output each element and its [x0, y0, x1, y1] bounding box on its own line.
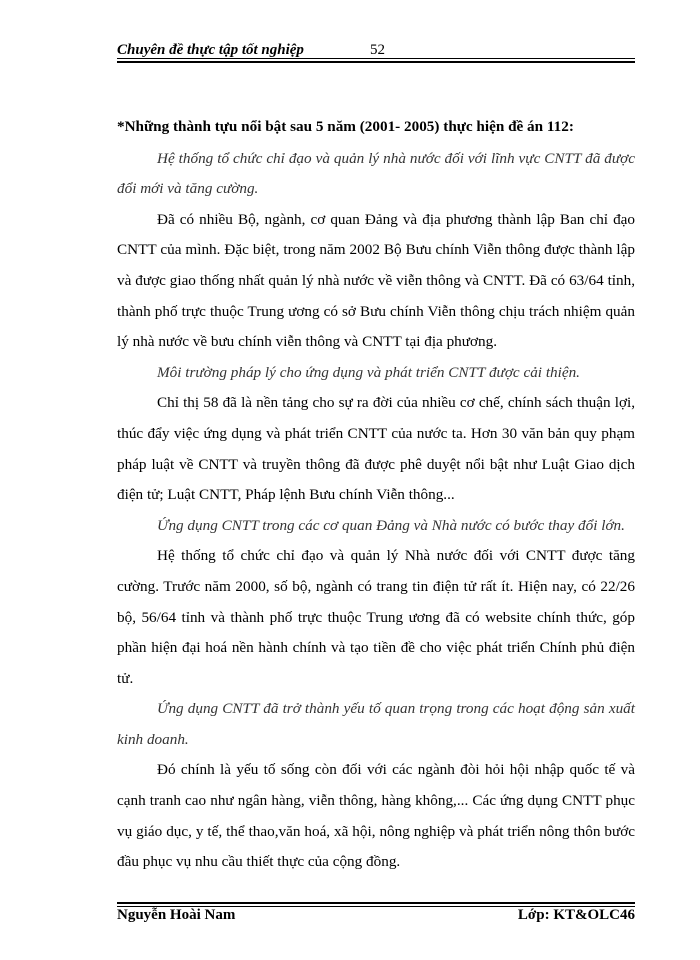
page-number: 52 [370, 42, 385, 58]
section-heading: *Những thành tựu nổi bật sau 5 năm (2001- 2005) thực hiện đề án 112: [117, 118, 574, 135]
subheading-business-it: Ứng dụng CNTT đã trở thành yếu tố quan trọng trong các hoạt động sản xuất kinh doanh. [117, 700, 635, 748]
header-rule-thin [117, 58, 635, 59]
class-label: Lớp: KT&OLC46 [517, 907, 635, 923]
subheading-legal-environment: Môi trường pháp lý cho ứng dụng và phát triển CNTT được cải thiện. [157, 363, 580, 381]
paragraph-directive-58: Chỉ thị 58 đã là nền tảng cho sự ra đời của nhiều cơ chế, chính sách thuận lợi, thúc đẩy việc ứng dụng và phát triển CNTT của nước ta. Hơn 30 văn bản quy phạm pháp luật về CNTT và truyền thông đã được phê duyệt nổi bật như Luật Giao dịch điện tử; Luật CNTT, Pháp lệnh Bưu chính Viễn thông... [117, 394, 635, 504]
document-body [117, 112, 635, 878]
page-header [117, 38, 635, 58]
subheading-government-it: Ứng dụng CNTT trong các cơ quan Đảng và Nhà nước có bước thay đổi lớn. [157, 516, 625, 534]
paragraph-websites: Hệ thống tổ chức chỉ đạo và quản lý Nhà nước đối với CNTT được tăng cường. Trước năm 2000, số bộ, ngành có trang tin điện tử rất ít. Hiện nay, có 22/26 bộ, 56/64 tỉnh và thành phố trực thuộc Trung ương đã có website chính thức, góp phần hiện đại hoá nền hành chính và tạo tiền đề cho việc phát triển Chính phủ điện tử. [117, 547, 635, 687]
author-name: Nguyễn Hoài Nam [117, 907, 236, 923]
footer-rule-thick [117, 902, 635, 904]
header-rule-thick [117, 61, 635, 63]
paragraph-industries: Đó chính là yếu tố sống còn đối với các ngành đòi hỏi hội nhập quốc tế và cạnh tranh cao như ngân hàng, viễn thông, hàng không,... Các ứng dụng CNTT phục vụ giáo dục, y tế, thể thao,văn hoá, xã hội, nông nghiệp và phát triển nông thôn bước đầu phục vụ nhu cầu thiết thực của cộng đồng. [117, 761, 635, 871]
subheading-it-management: Hệ thống tổ chức chỉ đạo và quản lý nhà nước đối với lĩnh vực CNTT đã được đổi mới và tăng cường. [117, 149, 635, 198]
page-footer [117, 905, 635, 929]
document-title: Chuyên đề thực tập tốt nghiệp [117, 42, 304, 58]
paragraph-steering-committees: Đã có nhiều Bộ, ngành, cơ quan Đảng và địa phương thành lập Ban chỉ đạo CNTT của mình. Đặc biệt, trong năm 2002 Bộ Bưu chính Viễn thông được thành lập và được giao thống nhất quản lý nhà nước về viễn thông và CNTT. Đã có 63/64 tỉnh, thành phố trực thuộc Trung ương có sở Bưu chính Viễn thông chịu trách nhiệm quản lý nhà nước về bưu chính viễn thông và CNTT tại địa phương. [117, 210, 635, 351]
